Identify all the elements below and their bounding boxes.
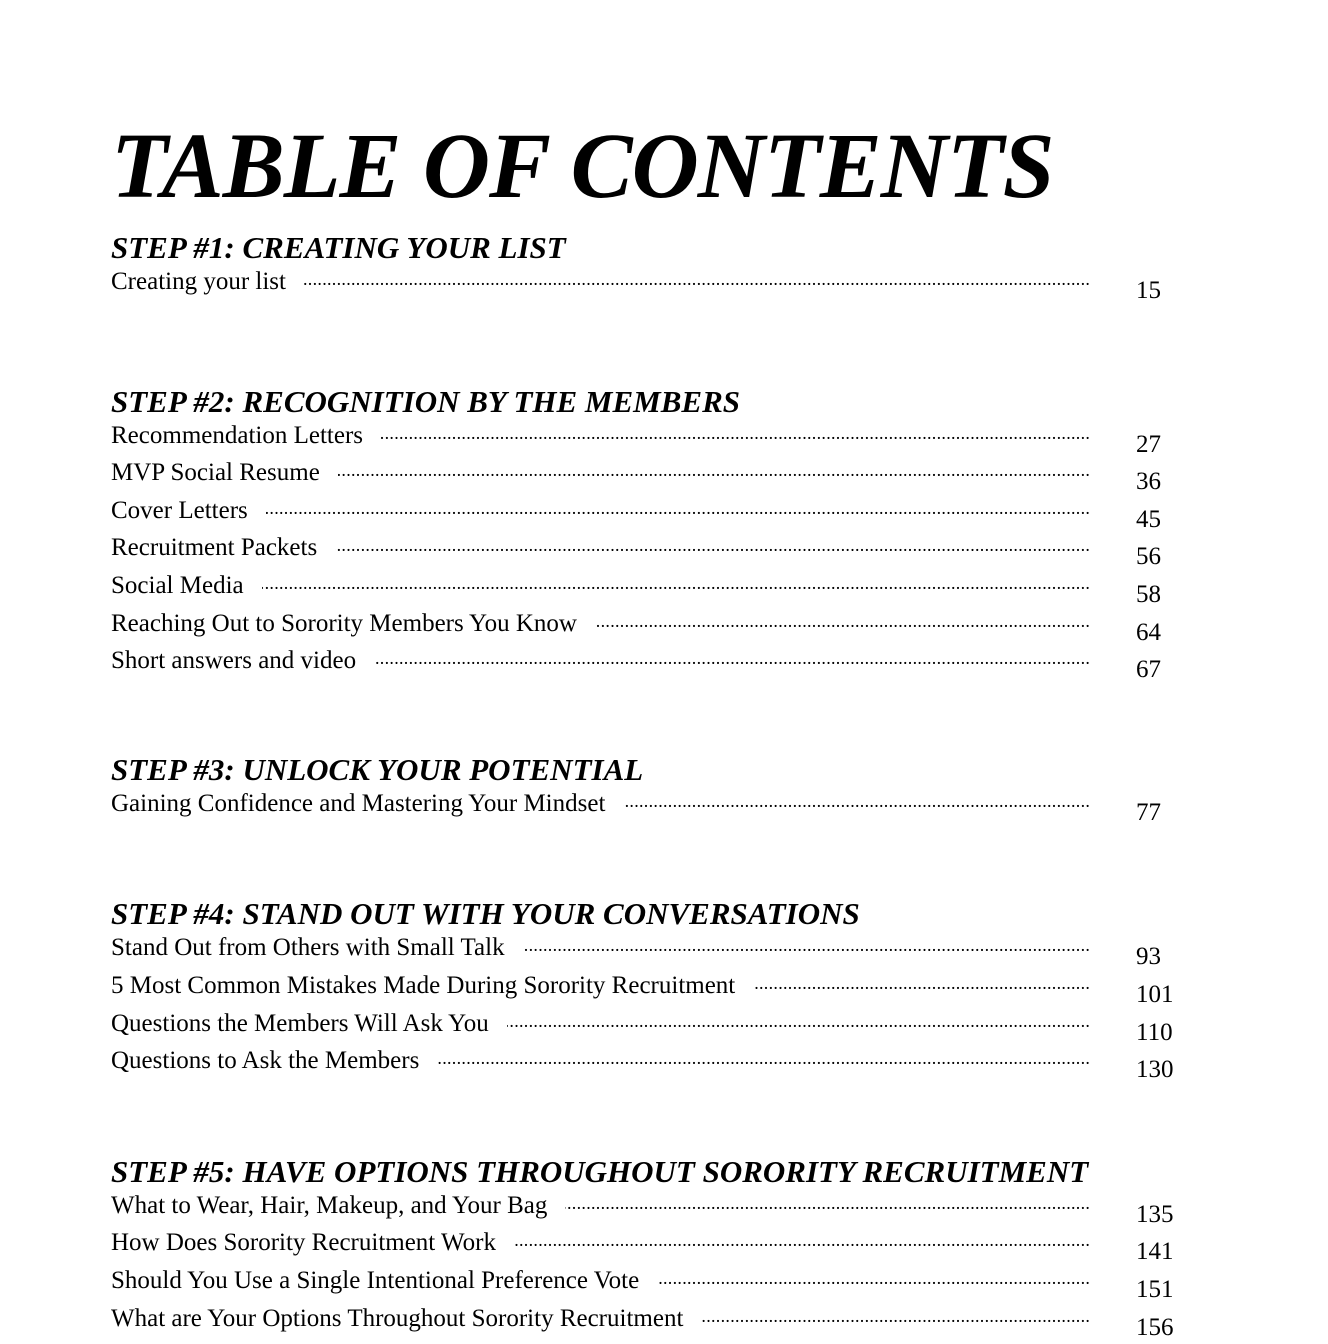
toc-page (111, 115, 1191, 1342)
toc-entry[interactable] (111, 422, 1191, 460)
toc-entry[interactable] (111, 1047, 1191, 1085)
toc-entry[interactable] (111, 268, 1191, 306)
toc-entry-page-number: 135 (1136, 1200, 1174, 1228)
toc-entry-page-number: 151 (1136, 1275, 1174, 1303)
toc-entry[interactable] (111, 1305, 1191, 1343)
toc-entry-page-number: 64 (1136, 618, 1161, 646)
toc-entry-page-number: 58 (1136, 580, 1161, 608)
toc-section (111, 1152, 1191, 1342)
toc-entry-page-number: 77 (1136, 798, 1161, 826)
toc-entry[interactable] (111, 610, 1191, 648)
toc-entry-page-number: 110 (1136, 1018, 1173, 1046)
toc-entry[interactable] (111, 1192, 1191, 1230)
toc-entry-page-number: 156 (1136, 1313, 1174, 1341)
toc-entry[interactable] (111, 790, 1191, 828)
toc-entry-label: How Does Sorority Recruitment Work (111, 1228, 514, 1258)
toc-entry-label: Should You Use a Single Intentional Preference Vote (111, 1266, 657, 1296)
toc-entry-label: What to Wear, Hair, Makeup, and Your Bag (111, 1191, 565, 1221)
section-heading: STEP #3: UNLOCK YOUR POTENTIAL (111, 751, 644, 787)
toc-entry-page-number: 27 (1136, 430, 1161, 458)
toc-entry-label: Recruitment Packets (111, 533, 335, 563)
toc-entry-page-number: 101 (1136, 980, 1174, 1008)
toc-entry-page-number: 15 (1136, 277, 1161, 304)
toc-entry-label: Social Media (111, 571, 262, 601)
toc-entry-page-number: 45 (1136, 505, 1161, 533)
toc-entry[interactable] (111, 972, 1191, 1010)
toc-entry[interactable] (111, 934, 1191, 972)
toc-entry[interactable] (111, 459, 1191, 497)
toc-entry[interactable] (111, 1267, 1191, 1305)
toc-entry-label: 5 Most Common Mistakes Made During Sorority Recruitment (111, 971, 753, 1001)
toc-section (111, 228, 1191, 306)
toc-entry-page-number: 130 (1136, 1056, 1174, 1084)
toc-entry-label: Questions to Ask the Members (111, 1046, 437, 1076)
toc-section (111, 382, 1191, 685)
toc-entry-label: Reaching Out to Sorority Members You Know (111, 609, 595, 639)
toc-entry-label: MVP Social Resume (111, 458, 338, 488)
toc-entry-page-number: 67 (1136, 656, 1161, 684)
toc-section (111, 750, 1191, 828)
toc-entry-label: Creating your list (111, 267, 304, 297)
toc-entry-label: Stand Out from Others with Small Talk (111, 933, 523, 963)
toc-entry-label: Short answers and video (111, 646, 374, 676)
toc-entry[interactable] (111, 572, 1191, 610)
section-heading: STEP #5: HAVE OPTIONS THROUGHOUT SORORITY RECRUITMENT (111, 1153, 1089, 1189)
toc-entry-label: Questions the Members Will Ask You (111, 1009, 507, 1039)
section-heading: STEP #1: CREATING YOUR LIST (111, 230, 566, 265)
toc-section (111, 894, 1191, 1084)
page-title: TABLE OF CONTENTS (111, 115, 1054, 218)
toc-entry-page-number: 36 (1136, 468, 1161, 496)
toc-entry[interactable] (111, 534, 1191, 572)
toc-entry-label: What are Your Options Throughout Sorority Recruitment (111, 1304, 701, 1334)
toc-entry[interactable] (111, 647, 1191, 685)
section-heading: STEP #2: RECOGNITION BY THE MEMBERS (111, 383, 741, 419)
toc-entry-page-number: 56 (1136, 543, 1161, 571)
toc-sections (111, 228, 1191, 1342)
toc-entry[interactable] (111, 1229, 1191, 1267)
toc-entry-label: Cover Letters (111, 496, 266, 526)
toc-entry-page-number: 141 (1136, 1238, 1174, 1266)
toc-entry-page-number: 93 (1136, 943, 1161, 971)
toc-entry-label: Gaining Confidence and Mastering Your Mindset (111, 789, 623, 819)
toc-entry-label: Recommendation Letters (111, 421, 381, 451)
section-heading: STEP #4: STAND OUT WITH YOUR CONVERSATIONS (111, 896, 860, 932)
toc-entry[interactable] (111, 497, 1191, 535)
toc-entry[interactable] (111, 1010, 1191, 1048)
